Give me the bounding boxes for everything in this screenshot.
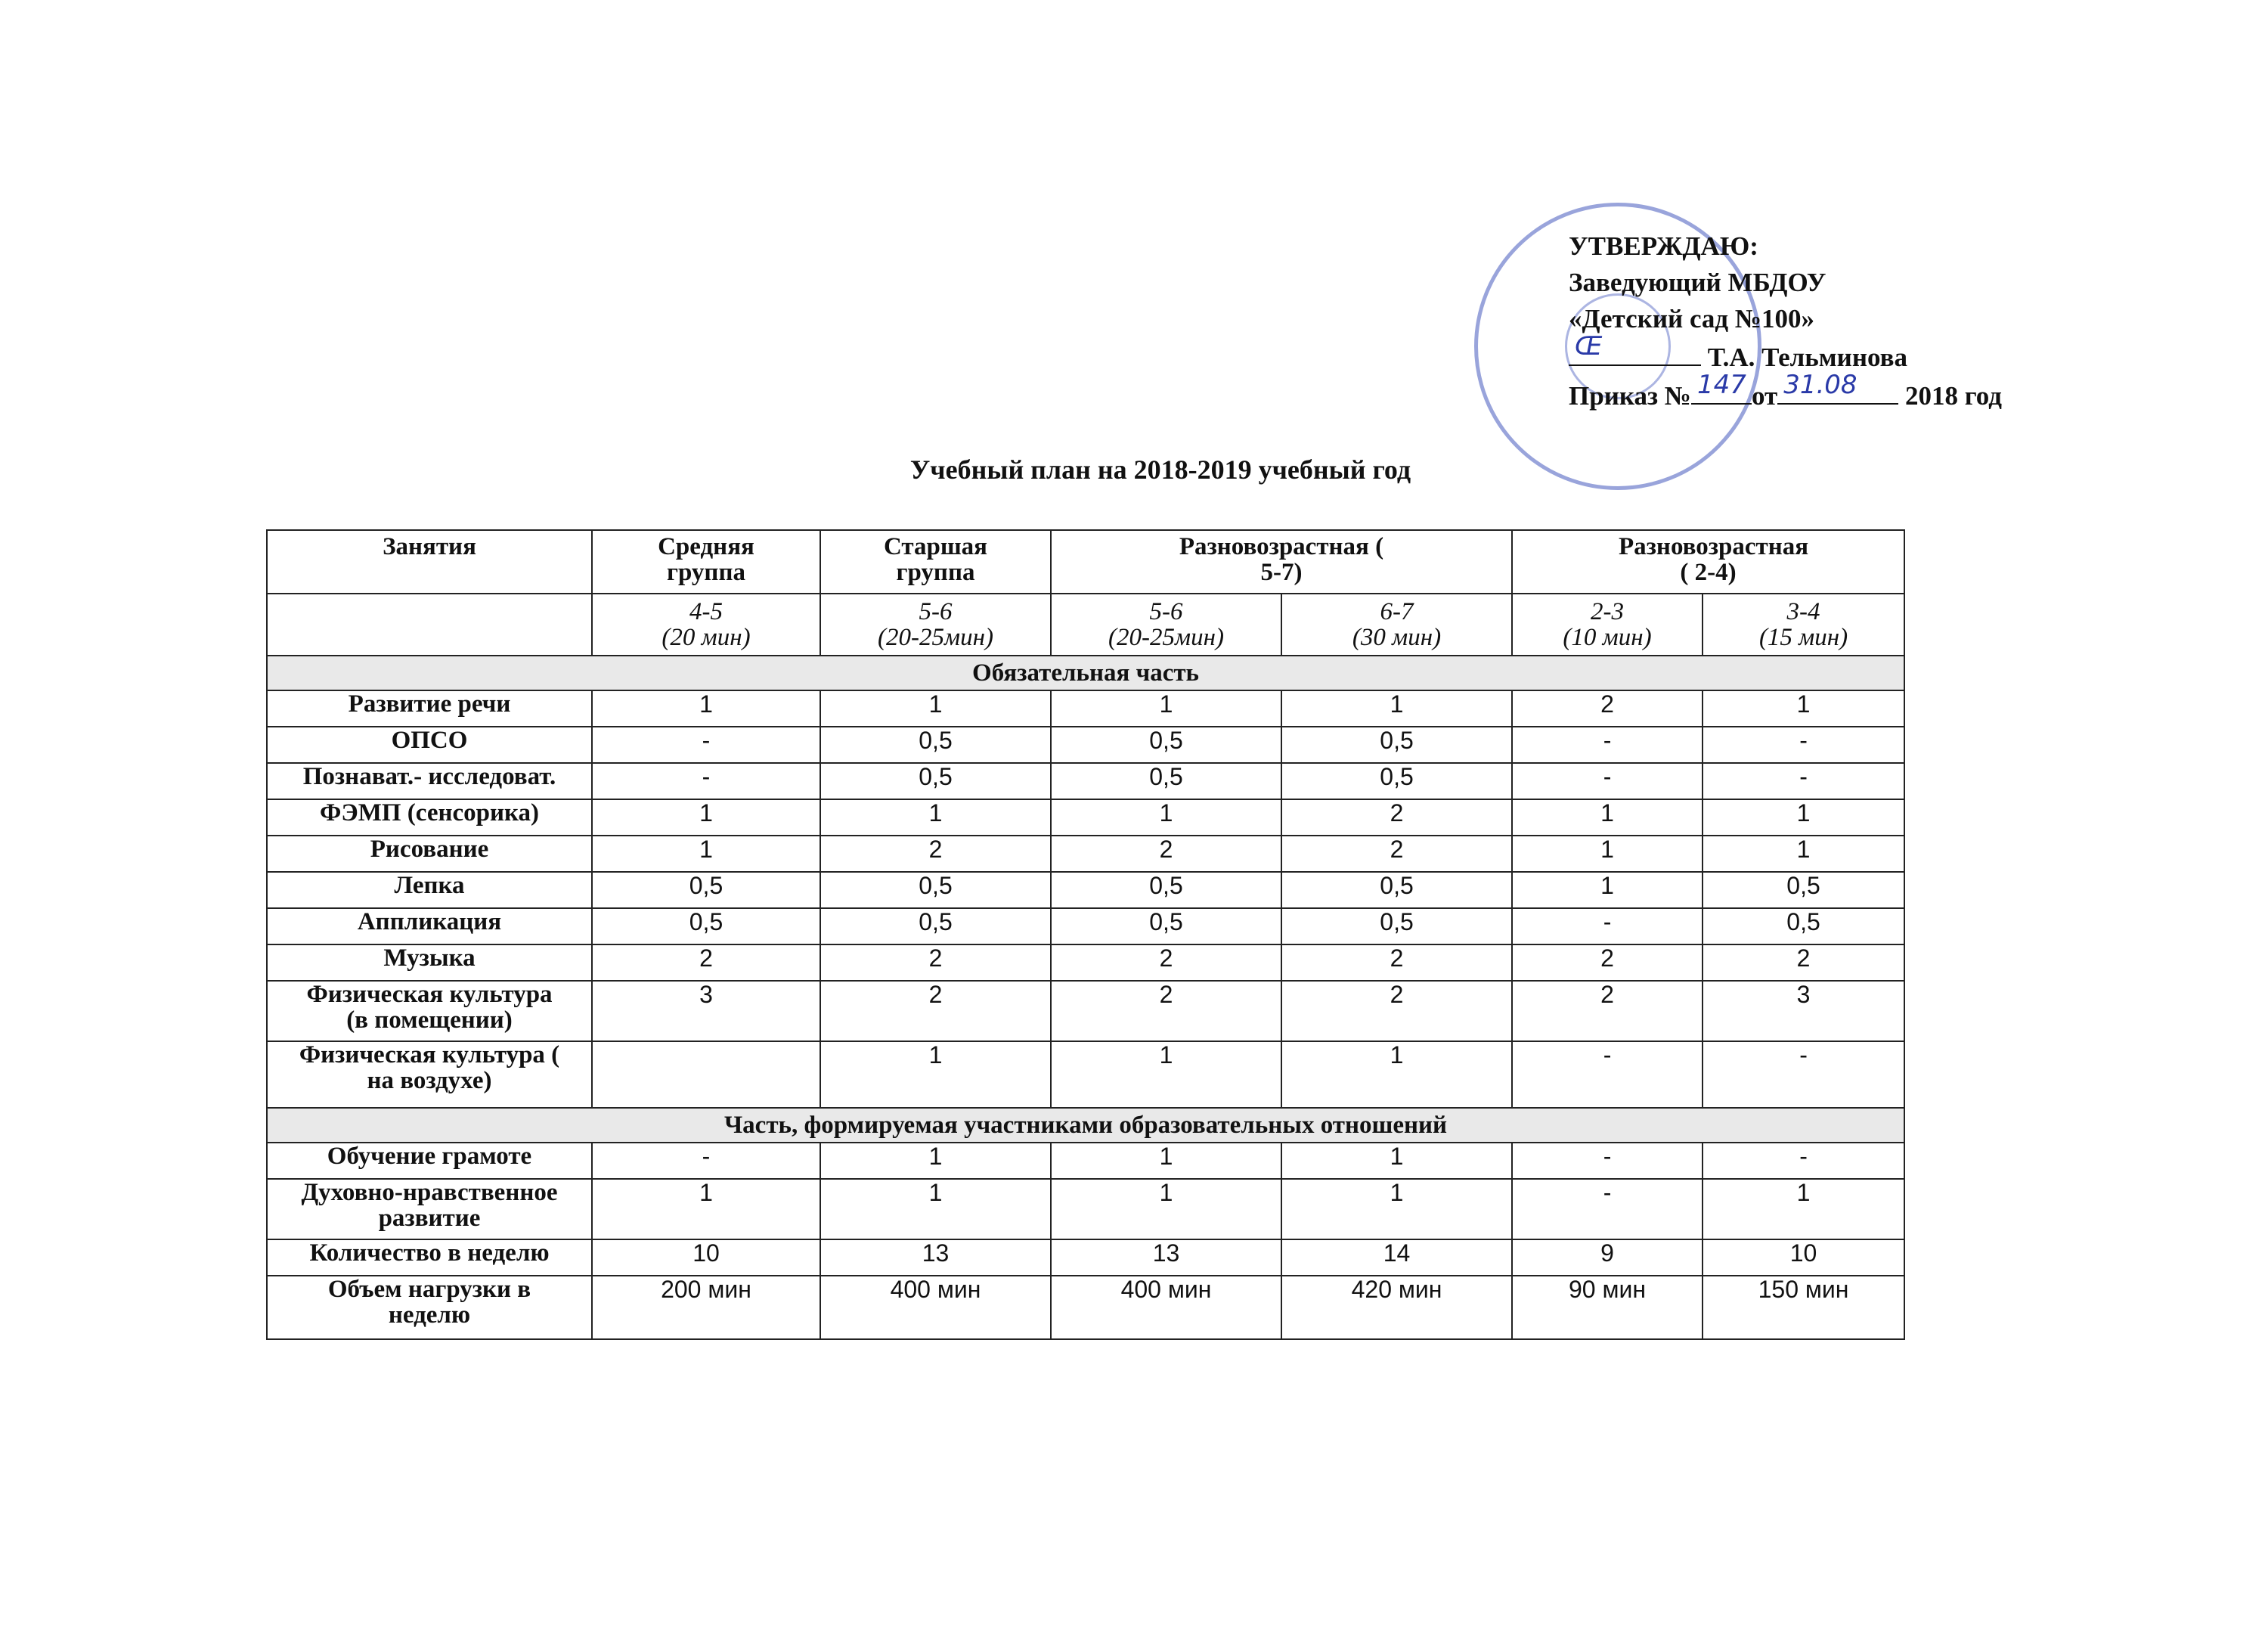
- lesson-duration: (20-25мин): [1108, 624, 1224, 651]
- table-row: [267, 690, 1904, 727]
- curriculum-table: [266, 529, 1905, 1340]
- hours-cell: -: [1703, 1143, 1904, 1179]
- subject-name: Объем нагрузки в неделю: [267, 1276, 592, 1339]
- order-from: от: [1751, 381, 1778, 411]
- subject-name: Физическая культура ( на воздухе): [267, 1041, 592, 1108]
- order-date-blank: [1777, 370, 1898, 405]
- hours-cell: 2: [1281, 799, 1512, 836]
- hours-cell: 2: [1051, 981, 1281, 1041]
- age-cell: [1051, 594, 1281, 656]
- hours-cell: 2: [1512, 944, 1703, 981]
- subject-name: Духовно-нравственное развитие: [267, 1179, 592, 1239]
- table-row: [267, 763, 1904, 799]
- hours-cell: 2: [820, 836, 1051, 872]
- hours-cell: 2: [1051, 836, 1281, 872]
- table-row: [267, 799, 1904, 836]
- header-subject: Занятия: [267, 530, 592, 594]
- hours-cell: 1: [1281, 1179, 1512, 1239]
- hours-cell: 0,5: [1281, 727, 1512, 763]
- table-row: [267, 1276, 1904, 1339]
- age-cell: [1512, 594, 1703, 656]
- table-row: [267, 836, 1904, 872]
- subject-name: Физическая культура (в помещении): [267, 981, 592, 1041]
- hours-cell: -: [592, 1143, 820, 1179]
- section-title: Обязательная часть: [267, 656, 1904, 690]
- hours-cell: 400 мин: [820, 1276, 1051, 1339]
- hours-cell: 3: [592, 981, 820, 1041]
- lesson-duration: (15 мин): [1758, 624, 1848, 651]
- hours-cell: 1: [1051, 799, 1281, 836]
- age-range: 5-6: [1149, 598, 1183, 625]
- hours-cell: 13: [820, 1239, 1051, 1276]
- hours-cell: [592, 1041, 820, 1108]
- hours-cell: 2: [820, 944, 1051, 981]
- hours-cell: 2: [1281, 981, 1512, 1041]
- hours-cell: 1: [820, 1179, 1051, 1239]
- age-cell: [1703, 594, 1904, 656]
- lesson-duration: (10 мин): [1563, 624, 1652, 651]
- hours-cell: 3: [1703, 981, 1904, 1041]
- hours-cell: -: [1512, 727, 1703, 763]
- hours-cell: 1: [592, 1179, 820, 1239]
- hours-cell: 0,5: [1051, 763, 1281, 799]
- approval-heading: УТВЕРЖДАЮ:: [1569, 231, 1758, 261]
- table-row: [267, 1041, 1904, 1108]
- hours-cell: 0,5: [1051, 908, 1281, 944]
- subject-name: ФЭМП (сенсорика): [267, 799, 592, 836]
- hours-cell: 0,5: [1703, 872, 1904, 908]
- order-number-blank: [1691, 370, 1752, 405]
- order-number: 147: [1696, 370, 1746, 400]
- hours-cell: 1: [1051, 1143, 1281, 1179]
- table-row: [267, 944, 1904, 981]
- hours-cell: 0,5: [820, 872, 1051, 908]
- header-mixed-5-7: Разновозрастная ( 5-7): [1051, 530, 1512, 594]
- subject-name: Лепка: [267, 872, 592, 908]
- hours-cell: -: [1512, 763, 1703, 799]
- hours-cell: -: [1703, 763, 1904, 799]
- hours-cell: 0,5: [1281, 872, 1512, 908]
- lesson-duration: (20 мин): [662, 624, 751, 651]
- handwritten-signature: Œ: [1575, 331, 1603, 361]
- hours-cell: 1: [1281, 690, 1512, 727]
- hours-cell: 420 мин: [1281, 1276, 1512, 1339]
- hours-cell: 1: [820, 1143, 1051, 1179]
- hours-cell: 200 мин: [592, 1276, 820, 1339]
- table-row: [267, 872, 1904, 908]
- hours-cell: -: [1703, 727, 1904, 763]
- table-row: [267, 727, 1904, 763]
- hours-cell: 0,5: [1051, 872, 1281, 908]
- approval-block: [1569, 228, 2002, 414]
- age-cell: [820, 594, 1051, 656]
- subject-name: Музыка: [267, 944, 592, 981]
- hours-cell: 150 мин: [1703, 1276, 1904, 1339]
- subject-name: Аппликация: [267, 908, 592, 944]
- hours-cell: 0,5: [592, 908, 820, 944]
- order-prefix: Приказ №: [1569, 381, 1691, 411]
- hours-cell: 10: [592, 1239, 820, 1276]
- hours-cell: 0,5: [820, 727, 1051, 763]
- hours-cell: 1: [820, 799, 1051, 836]
- hours-cell: 14: [1281, 1239, 1512, 1276]
- hours-cell: -: [1512, 908, 1703, 944]
- hours-cell: 10: [1703, 1239, 1904, 1276]
- hours-cell: 2: [1512, 690, 1703, 727]
- hours-cell: 0,5: [1703, 908, 1904, 944]
- table-row: [267, 1143, 1904, 1179]
- table-row: [267, 908, 1904, 944]
- hours-cell: -: [1512, 1041, 1703, 1108]
- table-row: [267, 981, 1904, 1041]
- hours-cell: 2: [820, 981, 1051, 1041]
- header-row: [267, 530, 1904, 594]
- approval-organization: «Детский сад №100»: [1569, 304, 1815, 333]
- header-middle-group: Средняя группа: [592, 530, 820, 594]
- header-senior-group: Старшая группа: [820, 530, 1051, 594]
- age-range: 6-7: [1380, 598, 1414, 625]
- hours-cell: 1: [1703, 836, 1904, 872]
- age-range: 2-3: [1591, 598, 1625, 625]
- table-row: [267, 1239, 1904, 1276]
- lesson-duration: (30 мин): [1352, 624, 1442, 651]
- age-range: 3-4: [1786, 598, 1820, 625]
- subject-name: ОПСО: [267, 727, 592, 763]
- hours-cell: 1: [1703, 690, 1904, 727]
- approval-position: Заведующий МБДОУ: [1569, 268, 1826, 297]
- hours-cell: 1: [1281, 1041, 1512, 1108]
- age-range: 5-6: [919, 598, 953, 625]
- subject-name: Количество в неделю: [267, 1239, 592, 1276]
- hours-cell: -: [592, 727, 820, 763]
- hours-cell: 0,5: [592, 872, 820, 908]
- table-row: [267, 1179, 1904, 1239]
- hours-cell: 2: [592, 944, 820, 981]
- hours-cell: 1: [1703, 1179, 1904, 1239]
- hours-cell: 2: [1051, 944, 1281, 981]
- hours-cell: 1: [592, 799, 820, 836]
- age-row-empty-cell: [267, 594, 592, 656]
- hours-cell: 2: [1703, 944, 1904, 981]
- hours-cell: 1: [1703, 799, 1904, 836]
- age-cell: [592, 594, 820, 656]
- document-title: Учебный план на 2018-2019 учебный год: [909, 454, 1411, 485]
- lesson-duration: (20-25мин): [878, 624, 993, 651]
- hours-cell: 1: [1051, 1179, 1281, 1239]
- section-participants: [267, 1108, 1904, 1143]
- hours-cell: -: [1512, 1143, 1703, 1179]
- hours-cell: 9: [1512, 1239, 1703, 1276]
- hours-cell: 1: [820, 1041, 1051, 1108]
- hours-cell: 1: [1512, 799, 1703, 836]
- subject-name: Обучение грамоте: [267, 1143, 592, 1179]
- hours-cell: -: [1512, 1179, 1703, 1239]
- hours-cell: 90 мин: [1512, 1276, 1703, 1339]
- age-range: 4-5: [689, 598, 723, 625]
- hours-cell: 2: [1281, 944, 1512, 981]
- age-cell: [1281, 594, 1512, 656]
- signer-name: Т.А. Тельминова: [1707, 343, 1908, 372]
- hours-cell: 0,5: [820, 763, 1051, 799]
- approval-order-line: [1569, 370, 2002, 414]
- hours-cell: 2: [1512, 981, 1703, 1041]
- header-mixed-2-4: Разновозрастная ( 2-4): [1512, 530, 1904, 594]
- hours-cell: 13: [1051, 1239, 1281, 1276]
- subject-name: Познават.- исследоват.: [267, 763, 592, 799]
- hours-cell: -: [1703, 1041, 1904, 1108]
- hours-cell: 1: [1512, 872, 1703, 908]
- hours-cell: 2: [1281, 836, 1512, 872]
- hours-cell: 1: [592, 690, 820, 727]
- hours-cell: 400 мин: [1051, 1276, 1281, 1339]
- hours-cell: 1: [1281, 1143, 1512, 1179]
- hours-cell: 1: [592, 836, 820, 872]
- order-year: 2018 год: [1904, 381, 2002, 411]
- subject-name: Развитие речи: [267, 690, 592, 727]
- section-mandatory: [267, 656, 1904, 690]
- signature-blank: [1569, 331, 1701, 366]
- section-title: Часть, формируемая участниками образовательных отношений: [267, 1108, 1904, 1143]
- hours-cell: 1: [1051, 690, 1281, 727]
- hours-cell: 1: [1051, 1041, 1281, 1108]
- hours-cell: 0,5: [1051, 727, 1281, 763]
- hours-cell: 0,5: [1281, 763, 1512, 799]
- hours-cell: 0,5: [820, 908, 1051, 944]
- hours-cell: -: [592, 763, 820, 799]
- subject-name: Рисование: [267, 836, 592, 872]
- hours-cell: 0,5: [1281, 908, 1512, 944]
- hours-cell: 1: [820, 690, 1051, 727]
- hours-cell: 1: [1512, 836, 1703, 872]
- age-row: [267, 594, 1904, 656]
- order-date: 31.08: [1783, 370, 1857, 400]
